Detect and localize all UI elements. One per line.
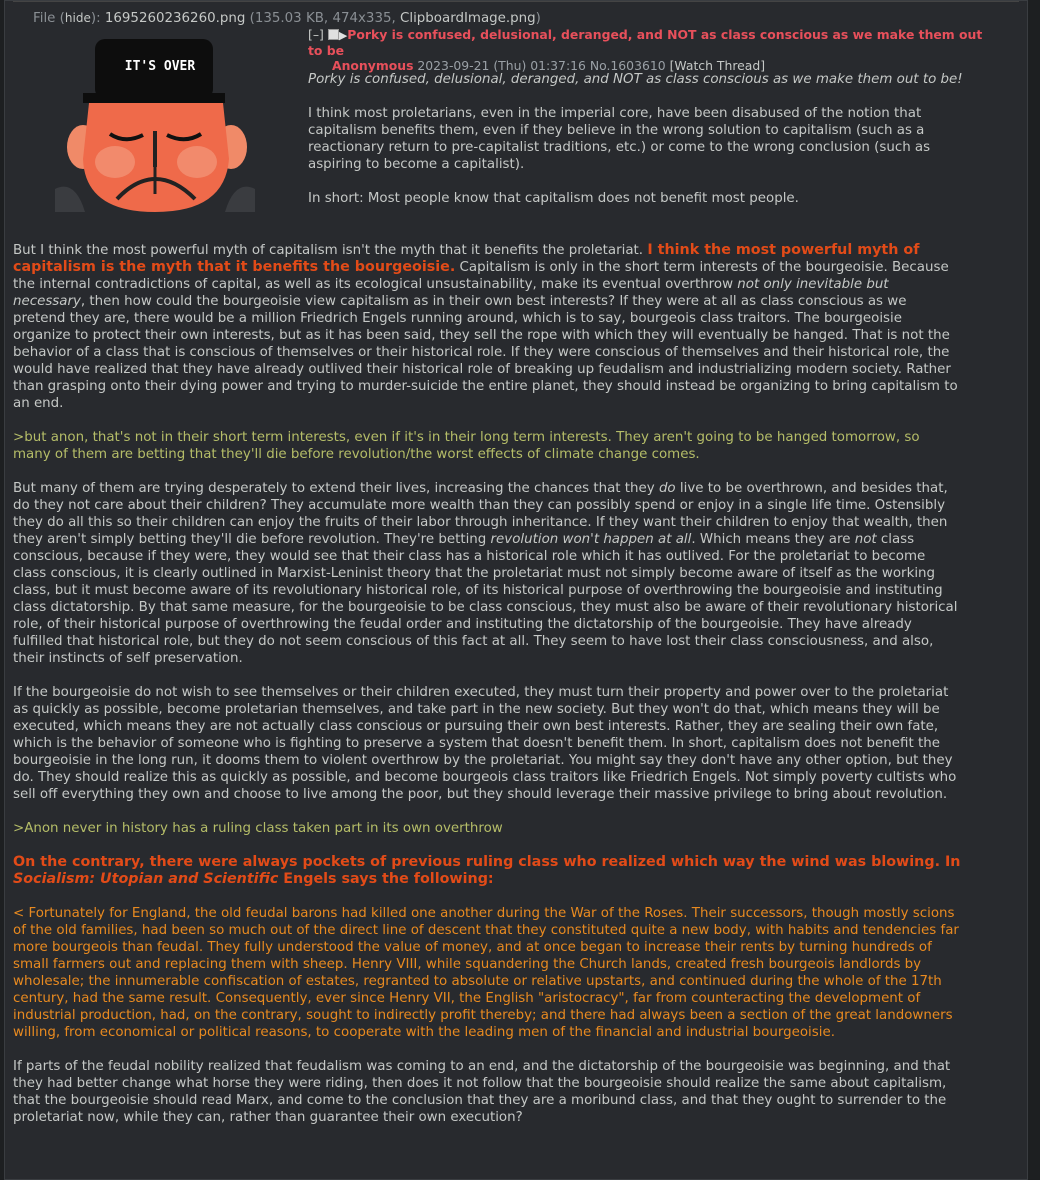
emphasis-text: Socialism: Utopian and Scientific — [13, 871, 279, 887]
body-paragraph: I think most proletarians, even in the imperial core, have been disabused of the notion that capitalism benefits them, even if they believe in the wrong solution to capitalism (such as a reactionary return to pre-capitalist traditions, etc.) or come to the wrong conclusion (such as aspiring to become a capitalist). — [308, 106, 931, 172]
post-number-link[interactable]: No.1603610 — [589, 58, 666, 73]
file-label-end: ): — [90, 11, 101, 26]
banner-text: IT'S OVER — [124, 59, 196, 74]
fat-cat-illustration-icon — [55, 39, 255, 212]
red-text — [13, 854, 961, 888]
post-date: 2023-09-21 (Thu) 01:37:16 — [417, 58, 586, 73]
body-paragraph — [13, 242, 961, 412]
greentext-quote: >Anon never in history has a ruling class taken part in its own overthrow — [13, 821, 503, 836]
select-checkbox[interactable] — [328, 29, 339, 40]
post-body-main — [13, 242, 961, 1143]
text-span: Capitalism is only in the short term interests of the bourgeoisie. Because the internal contradictions of capital, as well as its ecological unsustainability, make its eventual overthrow — [13, 260, 949, 292]
hide-link[interactable]: hide — [64, 11, 91, 25]
post-body-top — [308, 71, 963, 224]
body-paragraph: In short: Most people know that capitalism does not benefit most people. — [308, 191, 799, 206]
text-span: On the contrary, there were always pockets of previous ruling class who realized which way the wind was blowing. In — [13, 854, 961, 870]
divider — [13, 1, 1019, 2]
original-filename[interactable]: ClipboardImage.png — [400, 11, 536, 26]
emphasis-text: not — [854, 532, 877, 547]
collapse-button[interactable]: [–] — [308, 27, 324, 42]
body-paragraph: If the bourgeoisie do not wish to see themselves or their children executed, they must turn their property and power over to the proletariat as quickly as possible, become proletarian themselves, and take part in the new society. But they won't do that, which means they will be executed, which means they are not actually class conscious or pursuing their own best interests. Rather, they are sealing their own fate, which is the behavior of someone who is fighting to preserve a system that doesn't benefit them. In short, capitalism does not benefit the bourgeoisie in the long run, it dooms them to violent overthrow by the proletariat. You might say they don't have any other option, but they do. They should realize this as quickly as possible, and become bourgeois class traitors like Friedrich Engels. Not simply poverty cultists who sell off everything they own and choose to live among the poor, but they should leverage their massive privilege to bring about revolution. — [13, 685, 957, 802]
red-text: I think the most powerful myth of capitalism is the myth that it benefits the bourgeoisie. — [13, 242, 920, 275]
post-container — [4, 0, 1028, 1180]
post-subject: Porky is confused, delusional, deranged, and NOT as class conscious as we make them out to be — [308, 27, 983, 58]
menu-arrow-icon[interactable]: ▶ — [338, 29, 348, 42]
text-span: But many of them are trying desperately to extend their lives, increasing the chances that they — [13, 481, 659, 496]
emphasis-text: revolution won't happen at all — [490, 532, 692, 547]
file-info — [33, 10, 541, 27]
thumbnail-image[interactable] — [55, 39, 255, 212]
poster-name: Anonymous — [332, 58, 414, 73]
greentext-quote: >but anon, that's not in their short term interests, even if it's in their long term interests. They aren't going to be hanged tomorrow, so many of them are betting that they'll die before revolution/the worst effects of climate change comes. — [13, 430, 920, 462]
text-span: . Which means they are — [691, 532, 855, 547]
text-span: live to be overthrown, and besides that, do they not care about their children? They accumulate more wealth than they can possibly spend or enjoy in a single life time. Ostensibly they do all this so their children can enjoy the fruits of their labor through inheritance. If they want their children to enjoy that wealth, then they aren't simply betting they'll die before revolution. They're betting — [13, 481, 948, 547]
file-meta: (135.03 KB, 474x335, — [249, 11, 396, 26]
text-span: class conscious, because if they were, they would see that their class has a historical role which it has outlived. For the proletariat to become class conscious, it is clearly outlined in Marxist-Leninist theory that the proletariat must not simply become aware of itself as the working class, but it must become aware of its revolutionary historical role, of its historical purpose of overthrowing the bourgeoisie and instituting class dictatorship. By that same measure, for the bourgeoisie to be class conscious, they must also be aware of their revolutionary historical role, of their historical purpose of overthrowing the feudal order and instituting the dictatorship of the bourgeoisie. They have already fulfilled that historical role, but they do not seem conscious of this fact at all. They seem to have lost their class consciousness, and also, their instincts of self preservation. — [13, 532, 958, 666]
file-meta-close: ) — [535, 11, 541, 26]
text-span: But I think the most powerful myth of capitalism isn't the myth that it benefits the proletariat. — [13, 243, 648, 258]
body-paragraph: Porky is confused, delusional, deranged, and NOT as class conscious as we make them out to be! — [308, 72, 963, 87]
text-span: , then how could the bourgeoisie view capitalism as in their own best interests? If they were at all as class conscious as we pretend they are, there would be a million Friedrich Engels running around, which is to say, bourgeois class traitors. The bourgeoisie organize to protect their own interests, but as it has been said, they sell the rope with which they will eventually be hanged. That is not the behavior of a class that is conscious of themselves or their historical role. If they were conscious of themselves and their historical role, the would have realized that they have already outlived their historical role of breaking up feudalism and industrializing modern society. Rather than grasping onto their dying power and trying to murder-suicide the entire planet, they should instead be organizing to bring capitalism to an end. — [13, 294, 958, 411]
file-link[interactable]: 1695260236260.png — [104, 11, 246, 26]
orange-quote: < Fortunately for England, the old feudal barons had killed one another during the War of the Roses. Their successors, though mostly scions of the old families, had been so much out of the direct line of descent that they constituted quite a new body, with habits and tendencies far more bourgeois than feudal. They fully understood the value of money, and at once began to increase their rents by turning hundreds of small farmers out and replacing them with sheep. Henry VIII, while squandering the Church lands, created fresh bourgeois landlords by wholesale; the innumerable confiscation of estates, regranted to absolute or relative upstarts, and continued during the whole of the 17th century, had the same result. Consequently, ever since Henry VII, the English "aristocracy", far from counteracting the development of industrial production, had, on the contrary, sought to indirectly profit thereby; and there had always been a section of the great landowners willing, from economical or political reasons, to cooperate with the leading men of the financial and industrial bourgeoisie. — [13, 906, 959, 1040]
watch-thread-link[interactable]: [Watch Thread] — [669, 58, 766, 73]
emphasis-text: do — [658, 481, 676, 496]
post-header — [308, 27, 998, 73]
emphasis-text: not only inevitable but necessary — [13, 277, 889, 309]
body-paragraph — [13, 480, 961, 667]
file-label: File ( — [33, 11, 65, 26]
text-span: Engels says the following: — [278, 871, 494, 887]
body-paragraph: If parts of the feudal nobility realized that feudalism was coming to an end, and the dictatorship of the bourgeoisie was beginning, and that they had better change what horse they were riding, then does it not follow that the bourgeoisie should realize the same about capitalism, that the bourgeoisie should read Marx, and come to the conclusion that they are a moribund class, and that they ought to surrender to the proletariat now, while they can, rather than guarantee their own execution? — [13, 1059, 951, 1125]
